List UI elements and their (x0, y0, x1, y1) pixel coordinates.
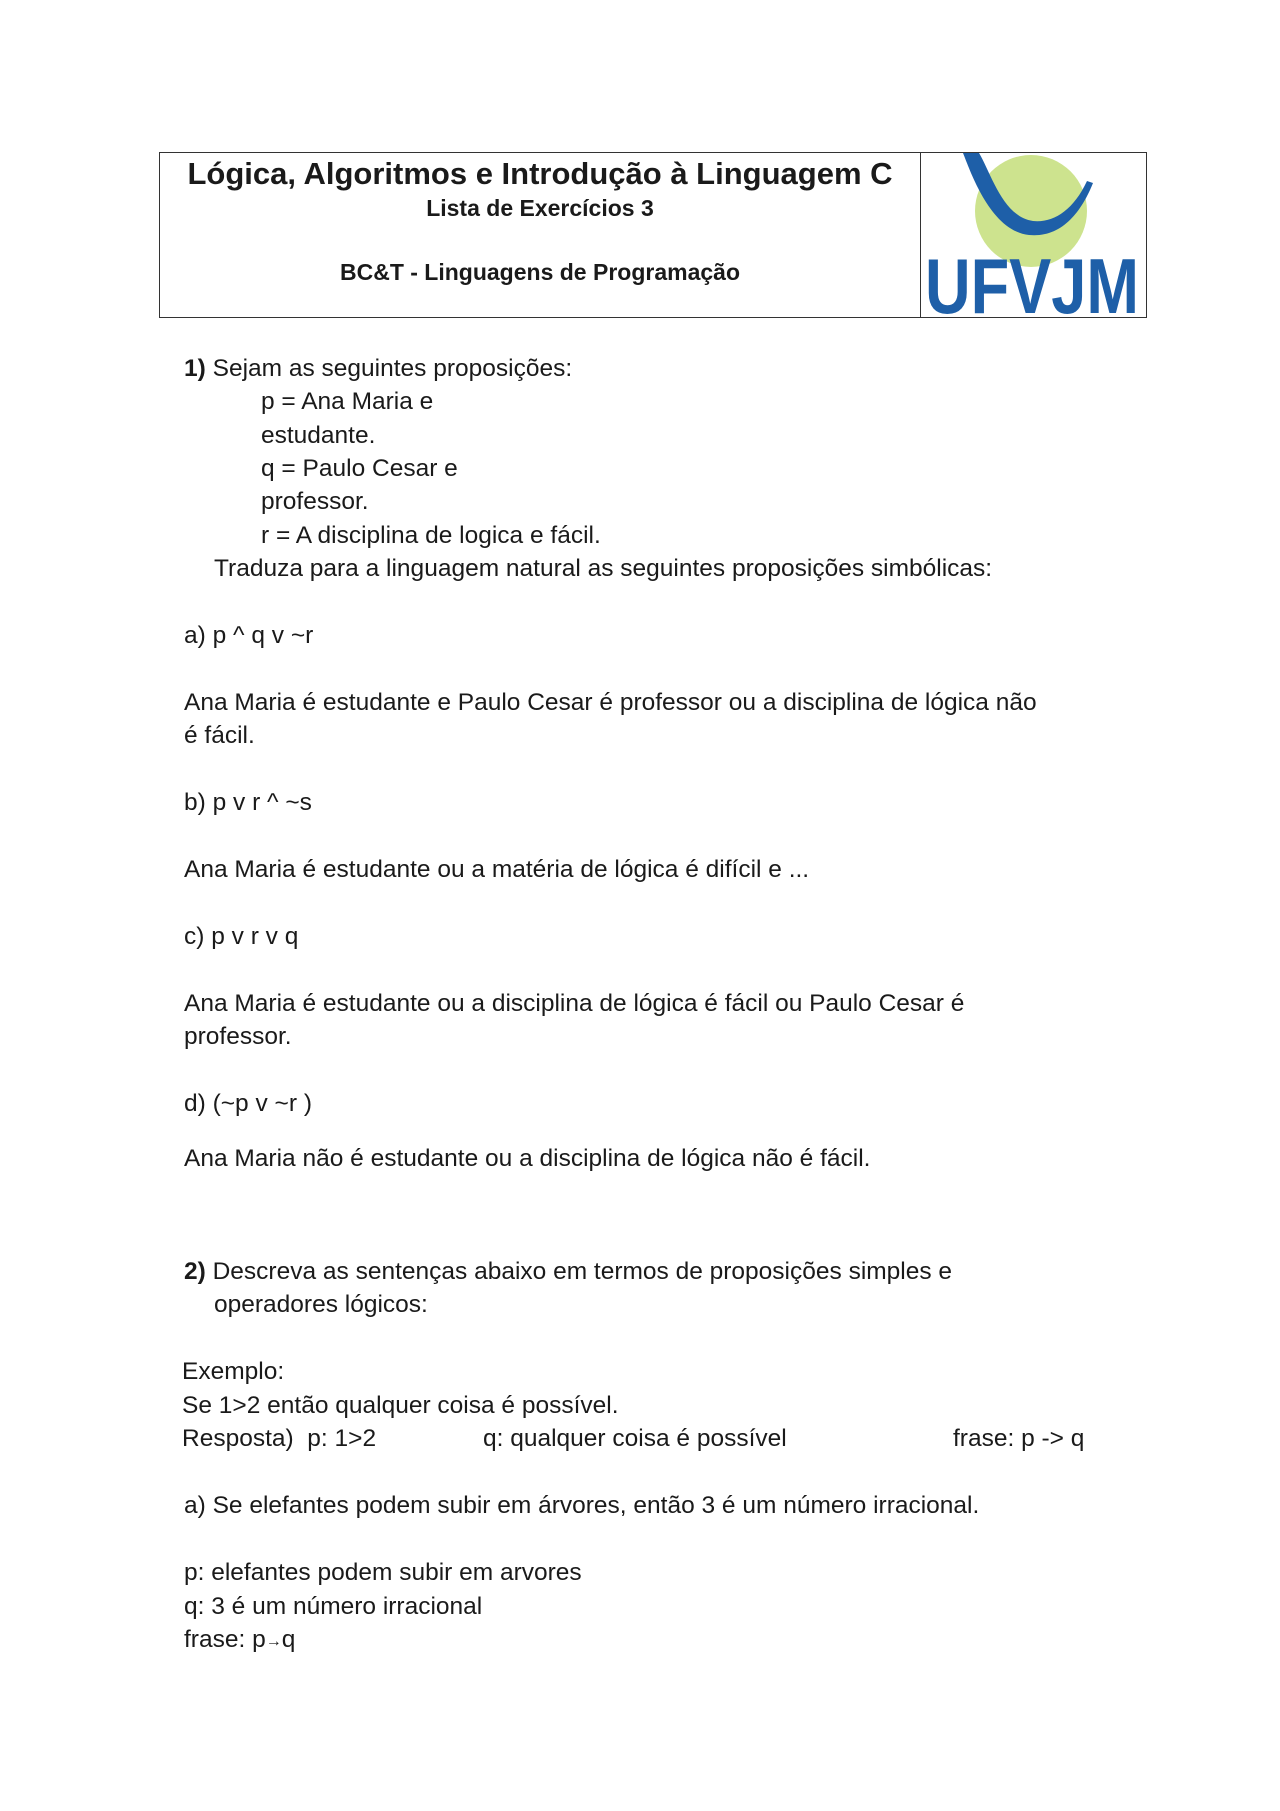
course-name: BC&T - Linguagens de Programação (339, 259, 740, 285)
q1-answer-c-line1: Ana Maria é estudante ou a disciplina de lógica é fácil ou Paulo Cesar é (184, 990, 965, 1017)
q1-answer-a-line2: é fácil. (184, 722, 255, 749)
implies-arrow-icon: → (265, 1633, 282, 1650)
q2-example-sentence: Se 1>2 então qualquer coisa é possível. (182, 1392, 619, 1419)
header-text-cell (160, 153, 921, 317)
q1-answer-d: Ana Maria não é estudante ou a disciplina de lógica não é fácil. (184, 1145, 871, 1172)
q2-example-frase: frase: p -> q (953, 1425, 1085, 1452)
q2-example-response: Resposta) p: 1>2 (182, 1425, 377, 1452)
q1-def-q-cont: professor. (261, 488, 369, 515)
q2-item-a-p: p: elefantes podem subir em arvores (184, 1559, 582, 1586)
q2-number: 2) (184, 1258, 206, 1285)
q1-number: 1) (184, 355, 206, 382)
q2-item-a-frase-suffix: q (281, 1626, 296, 1653)
ufvjm-logo (921, 153, 1146, 330)
q2-intro: Descreva as sentenças abaixo em termos de proposições simples e (205, 1258, 953, 1285)
logo-text: UFVJM (925, 242, 1139, 330)
q1-answer-c-line2: professor. (184, 1023, 292, 1050)
q2-example-q: q: qualquer coisa é possível (483, 1425, 787, 1452)
document-title: Lógica, Algoritmos e Introdução à Linguagem C (187, 156, 893, 191)
q2-item-a-frase-prefix: frase: p (184, 1626, 266, 1653)
q1-item-c: c) p v r v q (184, 923, 299, 950)
q2-heading (184, 1257, 952, 1287)
q1-def-q: q = Paulo Cesar e (261, 455, 458, 482)
document-subtitle: Lista de Exercícios 3 (426, 195, 654, 221)
q2-intro-cont: operadores lógicos: (214, 1291, 428, 1318)
q2-item-a: a) Se elefantes podem subir em árvores, então 3 é um número irracional. (184, 1492, 980, 1519)
q1-def-p-cont: estudante. (261, 422, 376, 449)
q1-item-a: a) p ^ q v ~r (184, 622, 314, 649)
q1-answer-a-line1: Ana Maria é estudante e Paulo Cesar é professor ou a disciplina de lógica não (184, 689, 1037, 716)
q1-heading (184, 354, 572, 384)
q1-item-b: b) p v r ^ ~s (184, 789, 312, 816)
q2-item-a-frase (184, 1625, 295, 1657)
q2-example-label: Exemplo: (182, 1358, 285, 1385)
q1-instruction: Traduza para a linguagem natural as seguintes proposições simbólicas: (214, 555, 993, 582)
q2-item-a-q: q: 3 é um número irracional (184, 1593, 483, 1620)
q1-item-d: d) (~p v ~r ) (184, 1090, 312, 1117)
q1-def-r: r = A disciplina de logica e fácil. (261, 522, 601, 549)
q1-answer-b: Ana Maria é estudante ou a matéria de lógica é difícil e ... (184, 856, 810, 883)
ufvjm-logo-graphic (921, 153, 1146, 330)
q1-intro: Sejam as seguintes proposições: (205, 355, 573, 382)
header-box (159, 152, 1147, 330)
q1-def-p: p = Ana Maria e (261, 388, 434, 415)
